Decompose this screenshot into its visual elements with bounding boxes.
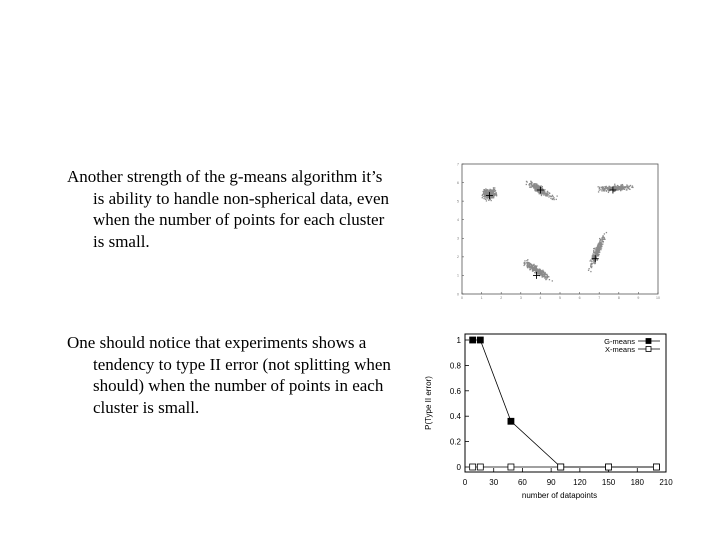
data-point — [552, 280, 553, 281]
x-tick-label: 210 — [659, 478, 673, 487]
data-point — [588, 270, 589, 271]
data-point — [598, 248, 599, 249]
data-point — [491, 200, 492, 201]
data-point — [534, 187, 535, 188]
data-point — [597, 250, 598, 251]
data-point — [593, 260, 594, 261]
y-tick-label: 1 — [457, 273, 459, 278]
y-tick-label: 6 — [457, 180, 459, 185]
data-point — [535, 190, 536, 191]
paragraph-type2-error: One should notice that experiments shows a tendency to type II error (not splitting when should) when the number of points in each cluster is small. — [67, 333, 391, 417]
x-axis-label: number of datapoints — [521, 491, 598, 500]
data-point — [653, 464, 659, 470]
data-point — [628, 186, 629, 187]
data-point — [531, 267, 532, 268]
series-x-means — [470, 464, 660, 470]
data-point — [616, 187, 617, 188]
data-point — [552, 198, 553, 199]
data-point — [531, 266, 532, 267]
x-tick-label: 150 — [601, 478, 616, 487]
data-point — [540, 272, 541, 273]
plot-frame — [465, 334, 666, 472]
data-point — [530, 263, 531, 264]
data-point — [535, 189, 536, 190]
y-tick-label: 2 — [457, 255, 459, 260]
y-tick-label: 0.8 — [449, 361, 461, 371]
data-point — [493, 190, 494, 191]
data-point — [598, 254, 599, 255]
data-point — [538, 187, 539, 188]
data-point — [533, 186, 534, 187]
data-point — [599, 188, 600, 189]
data-point — [621, 186, 622, 187]
type2-error-line-chart — [412, 330, 682, 505]
data-point — [625, 186, 626, 187]
data-point — [538, 273, 539, 274]
data-point — [593, 248, 594, 249]
data-point — [600, 248, 601, 249]
data-point — [542, 270, 543, 271]
data-point — [619, 187, 620, 188]
data-point — [620, 188, 621, 189]
data-point — [590, 266, 591, 267]
x-tick-label: 30 — [489, 478, 499, 487]
data-point — [534, 269, 535, 270]
data-point — [542, 188, 543, 189]
data-point — [490, 198, 491, 199]
data-point — [537, 271, 538, 272]
data-point — [546, 278, 547, 279]
data-point — [601, 190, 602, 191]
data-point — [546, 193, 547, 194]
data-point — [537, 185, 538, 186]
data-point — [590, 271, 591, 272]
data-point — [536, 270, 537, 271]
data-point — [542, 186, 543, 187]
data-point — [557, 195, 558, 196]
data-point — [485, 193, 486, 194]
data-point — [626, 186, 627, 187]
data-point — [604, 237, 605, 238]
data-point — [552, 195, 553, 196]
cluster-5 — [588, 232, 607, 272]
data-point — [596, 249, 597, 250]
data-point — [491, 191, 492, 192]
data-point — [591, 261, 592, 262]
data-point — [609, 186, 610, 187]
data-point — [604, 188, 605, 189]
data-point — [496, 195, 497, 196]
data-point — [608, 188, 609, 189]
x-tick-label: 180 — [630, 478, 644, 487]
data-point — [601, 241, 602, 242]
data-point — [598, 245, 599, 246]
data-point — [553, 197, 554, 198]
data-point — [527, 265, 528, 266]
data-point — [590, 265, 591, 266]
data-point — [603, 190, 604, 191]
legend-label: X-means — [604, 345, 635, 354]
data-point — [492, 193, 493, 194]
data-point — [485, 191, 486, 192]
cluster-3 — [598, 184, 634, 193]
y-tick-label: 0.6 — [449, 386, 461, 396]
data-point — [602, 243, 603, 244]
legend-marker — [646, 347, 651, 352]
data-point — [598, 251, 599, 252]
data-point — [488, 193, 489, 194]
data-point — [544, 191, 545, 192]
data-point — [598, 186, 599, 187]
cluster-4 — [523, 259, 552, 281]
data-point — [622, 184, 623, 185]
data-point — [540, 271, 541, 272]
data-point — [603, 241, 604, 242]
data-point — [486, 200, 487, 201]
data-point — [626, 184, 627, 185]
data-point — [547, 192, 548, 193]
data-point — [541, 195, 542, 196]
y-tick-label: 1 — [456, 336, 461, 345]
data-point — [508, 464, 514, 470]
data-point — [600, 239, 601, 240]
y-tick-label: 5 — [457, 199, 459, 204]
data-point — [488, 200, 489, 201]
data-point — [494, 187, 495, 188]
data-point — [482, 197, 483, 198]
series-line — [473, 340, 657, 467]
data-point — [538, 270, 539, 271]
data-point — [589, 260, 590, 261]
data-point — [524, 260, 525, 261]
x-tick-label: 9 — [637, 296, 640, 300]
data-point — [541, 270, 542, 271]
data-point — [483, 196, 484, 197]
data-point — [608, 190, 609, 191]
data-point — [614, 184, 615, 185]
data-point — [550, 198, 551, 199]
data-point — [530, 183, 531, 184]
data-point — [543, 271, 544, 272]
data-point — [546, 195, 547, 196]
data-point — [545, 274, 546, 275]
data-point — [536, 184, 537, 185]
x-tick-label: 90 — [546, 478, 556, 487]
data-point — [545, 193, 546, 194]
paragraph-gmeans-strength: Another strength of the g-means algorithm it’s is ability to handle non-spherical data, even when the number of points for each cluster is small. — [67, 167, 389, 251]
data-point — [537, 188, 538, 189]
data-point — [599, 240, 600, 241]
x-tick-label: 8 — [617, 296, 620, 300]
data-point — [617, 188, 618, 189]
x-tick-label: 1 — [480, 296, 483, 300]
x-tick-label: 10 — [656, 296, 660, 300]
data-point — [606, 464, 612, 470]
y-tick-label: 4 — [457, 218, 459, 223]
data-point — [534, 265, 535, 266]
data-point — [548, 194, 549, 195]
data-point — [535, 183, 536, 184]
data-point — [547, 275, 548, 276]
data-point — [605, 186, 606, 187]
data-point — [617, 185, 618, 186]
data-point — [556, 199, 557, 200]
data-point — [552, 196, 553, 197]
data-point — [549, 279, 550, 280]
data-point — [590, 263, 591, 264]
data-point — [530, 265, 531, 266]
data-point — [553, 199, 554, 200]
data-point — [493, 187, 494, 188]
data-point — [477, 337, 483, 343]
series-g-means — [470, 337, 660, 470]
data-point — [610, 187, 611, 188]
data-point — [603, 236, 604, 237]
data-point — [532, 185, 533, 186]
data-point — [524, 263, 525, 264]
y-tick-label: 0 — [457, 292, 459, 297]
data-point — [532, 267, 533, 268]
data-point — [527, 267, 528, 268]
y-tick-label: 3 — [457, 236, 459, 241]
data-point — [533, 265, 534, 266]
data-point — [550, 196, 551, 197]
data-point — [543, 276, 544, 277]
data-point — [526, 181, 527, 182]
data-point — [544, 278, 545, 279]
data-point — [599, 249, 600, 250]
data-point — [542, 273, 543, 274]
data-point — [537, 270, 538, 271]
data-point — [544, 276, 545, 277]
data-point — [483, 191, 484, 192]
data-point — [530, 269, 531, 270]
data-point — [599, 189, 600, 190]
cluster-scatter-chart — [452, 158, 664, 300]
plot-frame — [462, 164, 658, 294]
data-point — [608, 192, 609, 193]
data-point — [539, 193, 540, 194]
data-point — [542, 275, 543, 276]
data-point — [599, 243, 600, 244]
data-point — [493, 196, 494, 197]
data-point — [484, 196, 485, 197]
data-point — [487, 197, 488, 198]
data-point — [600, 244, 601, 245]
data-point — [543, 274, 544, 275]
data-point — [558, 464, 564, 470]
data-point — [494, 193, 495, 194]
data-point — [508, 418, 514, 424]
data-point — [597, 255, 598, 256]
data-point — [544, 273, 545, 274]
data-point — [597, 247, 598, 248]
data-point — [600, 189, 601, 190]
data-point — [477, 464, 483, 470]
data-point — [541, 271, 542, 272]
data-point — [602, 187, 603, 188]
data-point — [596, 260, 597, 261]
data-point — [614, 187, 615, 188]
data-point — [606, 232, 607, 233]
x-tick-label: 60 — [517, 478, 527, 487]
data-point — [625, 187, 626, 188]
data-point — [626, 189, 627, 190]
legend-label: G-means — [604, 337, 635, 346]
y-tick-label: 0.2 — [449, 437, 461, 447]
data-point — [496, 193, 497, 194]
data-point — [629, 188, 630, 189]
data-point — [527, 263, 528, 264]
data-point — [541, 193, 542, 194]
data-point — [535, 268, 536, 269]
data-point — [529, 267, 530, 268]
data-point — [531, 181, 532, 182]
data-point — [631, 187, 632, 188]
data-point — [487, 189, 488, 190]
data-point — [547, 191, 548, 192]
x-tick-label: 6 — [578, 296, 581, 300]
x-tick-label: 0 — [462, 478, 468, 487]
data-point — [485, 188, 486, 189]
y-axis-label: P(Type II error) — [424, 376, 433, 430]
x-tick-label: 3 — [519, 296, 522, 300]
x-tick-label: 0 — [461, 296, 463, 300]
data-point — [593, 250, 594, 251]
data-point — [607, 187, 608, 188]
data-point — [489, 190, 490, 191]
data-point — [532, 270, 533, 271]
data-point — [541, 191, 542, 192]
data-point — [485, 196, 486, 197]
data-point — [604, 233, 605, 234]
data-point — [489, 189, 490, 190]
data-point — [598, 191, 599, 192]
data-point — [540, 185, 541, 186]
data-point — [543, 194, 544, 195]
data-point — [606, 190, 607, 191]
data-point — [593, 256, 594, 257]
data-point — [537, 186, 538, 187]
data-point — [593, 262, 594, 263]
data-point — [528, 184, 529, 185]
data-point — [532, 269, 533, 270]
x-tick-label: 120 — [573, 478, 587, 487]
data-point — [592, 263, 593, 264]
data-point — [622, 188, 623, 189]
data-point — [600, 242, 601, 243]
data-point — [588, 268, 589, 269]
data-point — [595, 252, 596, 253]
data-point — [486, 189, 487, 190]
x-tick-label: 4 — [539, 296, 542, 300]
data-point — [526, 260, 527, 261]
legend-marker — [646, 339, 651, 344]
y-tick-label: 0 — [456, 463, 461, 472]
data-point — [632, 185, 633, 186]
data-point — [484, 190, 485, 191]
x-tick-label: 7 — [598, 296, 601, 300]
data-point — [531, 183, 532, 184]
y-tick-label: 0.4 — [449, 412, 461, 422]
data-point — [491, 189, 492, 190]
data-point — [591, 266, 592, 267]
data-point — [620, 190, 621, 191]
data-point — [527, 262, 528, 263]
data-point — [483, 198, 484, 199]
data-point — [542, 191, 543, 192]
data-point — [526, 184, 527, 185]
data-point — [540, 269, 541, 270]
data-point — [530, 186, 531, 187]
data-point — [530, 184, 531, 185]
x-tick-label: 5 — [559, 296, 561, 300]
data-point — [527, 266, 528, 267]
data-point — [529, 265, 530, 266]
y-tick-label: 7 — [457, 162, 459, 167]
x-tick-label: 2 — [500, 296, 503, 300]
data-point — [485, 199, 486, 200]
data-point — [526, 262, 527, 263]
data-point — [543, 193, 544, 194]
data-point — [602, 239, 603, 240]
data-point — [470, 464, 476, 470]
data-point — [470, 337, 476, 343]
data-point — [541, 274, 542, 275]
data-point — [602, 235, 603, 236]
data-point — [486, 198, 487, 199]
data-point — [534, 272, 535, 273]
data-point — [596, 255, 597, 256]
data-point — [549, 193, 550, 194]
